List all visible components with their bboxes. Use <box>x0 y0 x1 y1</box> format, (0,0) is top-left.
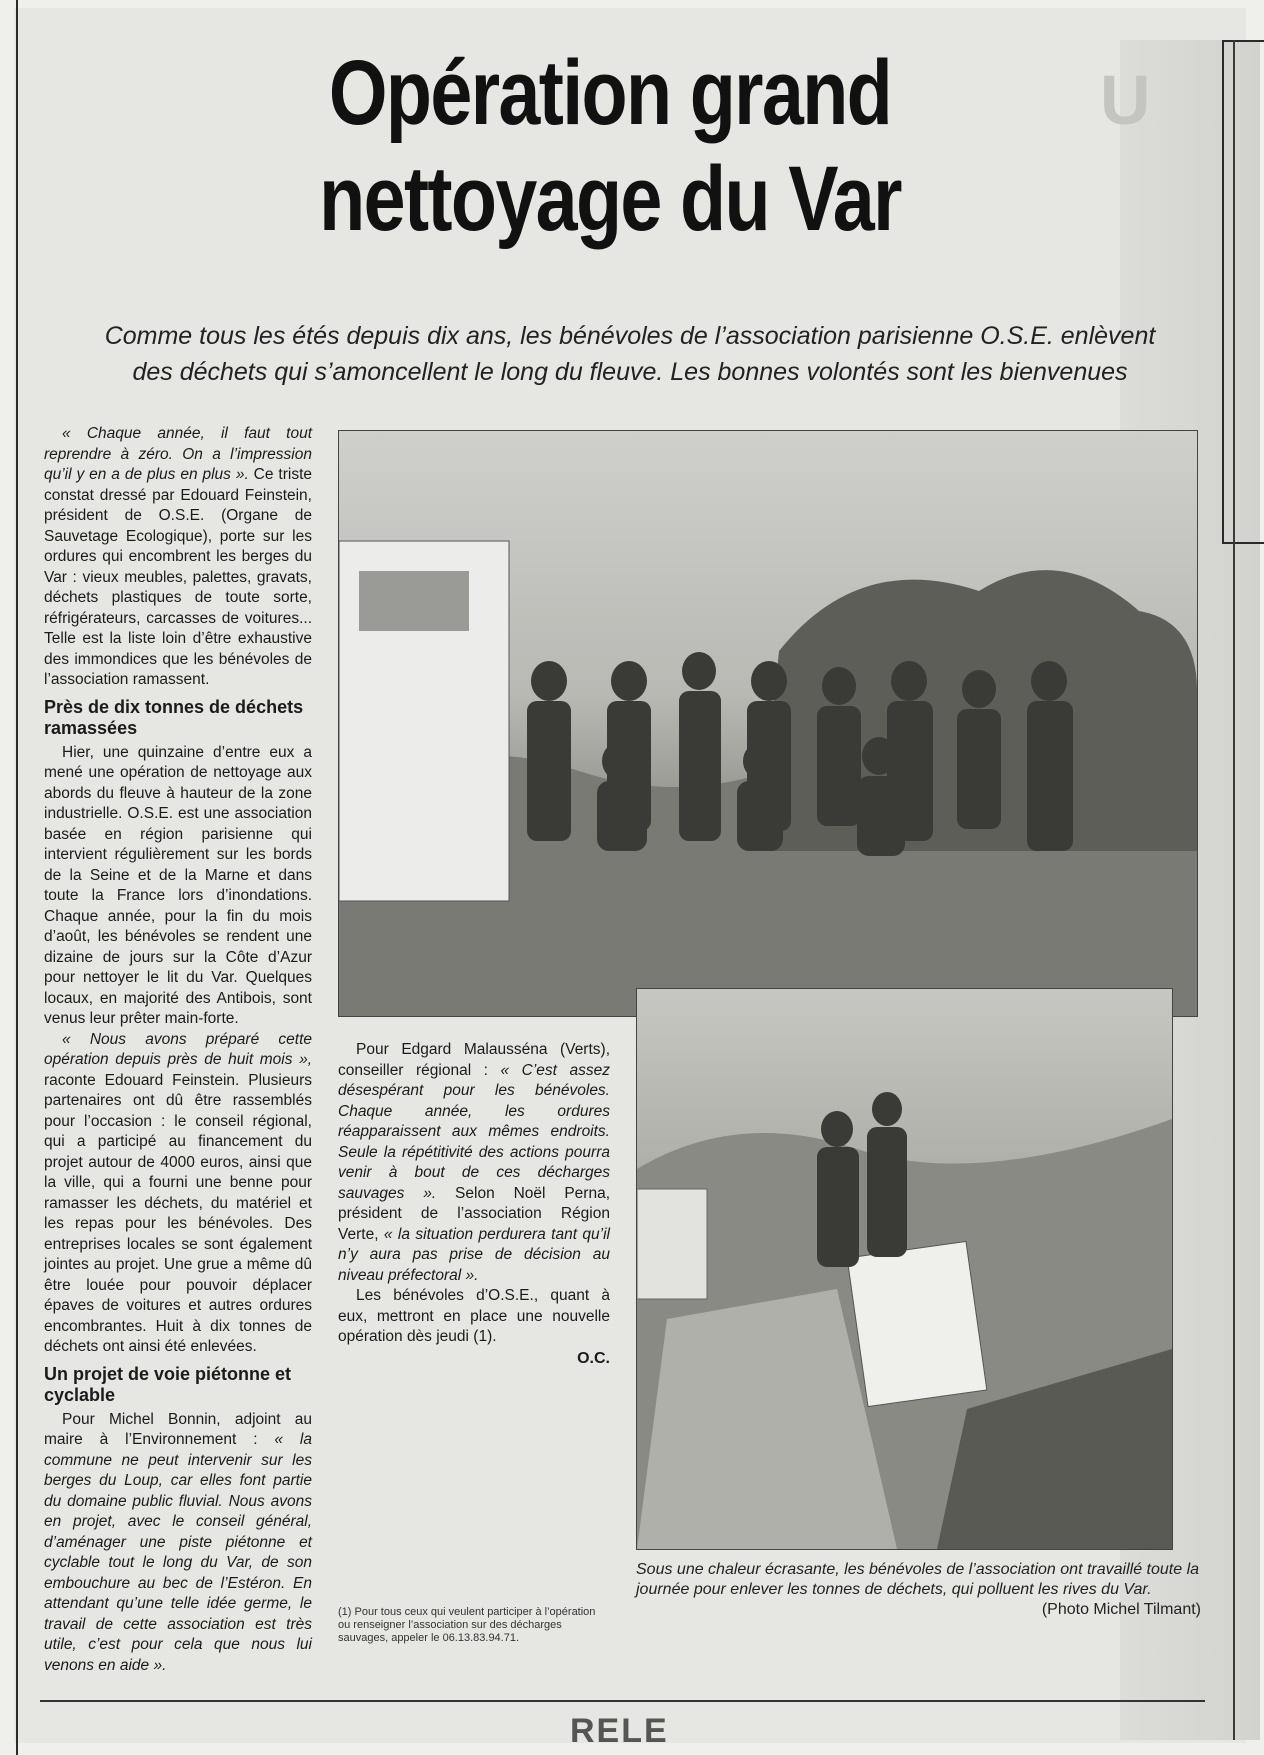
article-standfirst <box>40 318 1220 390</box>
paragraph-5-mid: Selon Noël Perna, président de l’association Région Verte, <box>338 1184 611 1243</box>
paragraph-5-quote: « C’est assez désespérant pour les bénévoles. Chaque année, les ordures réapparaissent aux mêmes endroits. Seule la répétitivité des actions pourra venir à bout de ces décharges sauvages ». <box>338 1061 610 1202</box>
bottom-rule <box>40 1700 1205 1702</box>
paragraph-4-quote: « la commune ne peut intervenir sur les berges du Loup, car elles font partie du domaine public fluvial. Nous avons en projet, avec le conseil général, d’aménager une piste piétonne et cyclable tout le long du Var, de son embouchure au bec de l’Estéron. En attendant qu’une telle idée germe, le travail de cette association est très utile, c’est pour cela que nous lui venons en aide ». <box>44 1431 312 1674</box>
footnote: (1) Pour tous ceux qui veulent participer à l’opération ou renseigner l’association sur des décharges sauvages, appeler le 06.13.83.94.71. <box>338 1606 596 1644</box>
page-border-left <box>16 0 18 1755</box>
paragraph-3-text: raconte Edouard Feinstein. Plusieurs partenaires ont dû être rassemblés pour l’occasion : le conseil régional, qui a participé au financement du projet autour de 4000 euros, ainsi que la ville, qui a fourni une benne pour ramasser les déchets, du matériel et les repas pour les bénévoles. Des entreprises locales se sont également jointes au projet. Une grue a même dû être louée pour pouvoir déplacer épaves de voitures et autres ordures encombrantes. Huit à dix tonnes de déchets ont ainsi été enlevées. <box>44 1071 312 1355</box>
bottom-text-fragment: RELE <box>570 1712 669 1750</box>
paragraph-1-quote: « Chaque année, il faut tout reprendre à zéro. On a l’impression qu’il y en a de plus en plus ». <box>44 425 312 483</box>
paragraph-5-intro: Pour Edgard Malausséna (Verts), conseiller régional : <box>338 1041 610 1079</box>
paragraph-2: Hier, une quinzaine d’entre eux a mené une opération de nettoyage aux abords du fleuve à hauteur de la zone industrielle. O.S.E. est une association basée en région parisienne qui intervient régulièrement sur les bords de la Seine et de la Marne et dans toute la France lors d’inondations. Chaque année, pour la fin du mois d’août, les bénévoles se rendent une dizaine de jours sur la Côte d’Azur pour nettoyer le lit du Var. Quelques locaux, en majorité des Antibois, sont venus leur prêter main-forte. <box>44 743 312 1027</box>
standfirst-line-1: Comme tous les étés depuis dix ans, les bénévoles de l’association parisienne O.S.E. enlèvent <box>104 322 1156 350</box>
subhead-ten-tonnes: Près de dix tonnes de déchets ramassées <box>44 696 304 738</box>
article-headline <box>208 40 1012 252</box>
headline-line-1: Opération grand <box>328 42 892 144</box>
paragraph-3-quote: « Nous avons préparé cette opération depuis près de huit mois », <box>44 1030 312 1068</box>
group-photo <box>338 430 1198 1017</box>
paragraph-1 <box>44 424 312 691</box>
volunteers-at-work-photo <box>636 988 1173 1550</box>
paragraph-6: Les bénévoles d’O.S.E., quant à eux, mettront en place une nouvelle opération dès jeudi (1). <box>338 1287 610 1345</box>
article-column-2 <box>338 1040 610 1368</box>
subhead-voie-pietonne: Un projet de voie piétonne et cyclable <box>44 1363 292 1405</box>
caption-text: Sous une chaleur écrasante, les bénévoles de l’association ont travaillé toute la journée pour enlever les tonnes de déchets, qui polluent les rives du Var. <box>636 1561 1200 1598</box>
paragraph-3 <box>44 1030 312 1358</box>
adjacent-headline-fragment: U <box>1100 61 1150 139</box>
page-border-right <box>1233 40 1235 1740</box>
adjacent-frame <box>1222 40 1264 544</box>
group-photo-illustration <box>339 431 1197 1016</box>
paragraph-1-text: Ce triste constat dressé par Edouard Feinstein, président de O.S.E. (Organe de Sauvetage Ecologique), porte sur les ordures qui encombrent les berges du Var : vieux meubles, palettes, gravats, déchets plastiques de toute sorte, réfrigérateurs, carcasses de voitures... Telle est la liste loin d’être exhaustive des immondices que les bénévoles de l’association ramassent. <box>44 466 312 688</box>
photo-caption <box>636 1560 1201 1620</box>
volunteers-photo-illustration <box>637 989 1172 1549</box>
article-column-1 <box>44 424 312 1676</box>
standfirst-line-2: des déchets qui s’amoncellent le long du fleuve. Les bonnes volontés sont les bienvenues <box>132 358 1128 386</box>
photo-credit: (Photo Michel Tilmant) <box>1041 1601 1201 1618</box>
headline-line-2: nettoyage du Var <box>319 148 901 250</box>
paragraph-4-intro: Pour Michel Bonnin, adjoint au maire à l’Environnement : <box>44 1410 312 1448</box>
paragraph-4 <box>44 1410 312 1677</box>
paragraph-5-quote-2: « la situation perdurera tant qu’il n’y aura pas prise de décision au niveau préfectoral ». <box>338 1225 610 1284</box>
paragraph-5 <box>338 1040 610 1286</box>
author-signature: O.C. <box>577 1349 610 1367</box>
